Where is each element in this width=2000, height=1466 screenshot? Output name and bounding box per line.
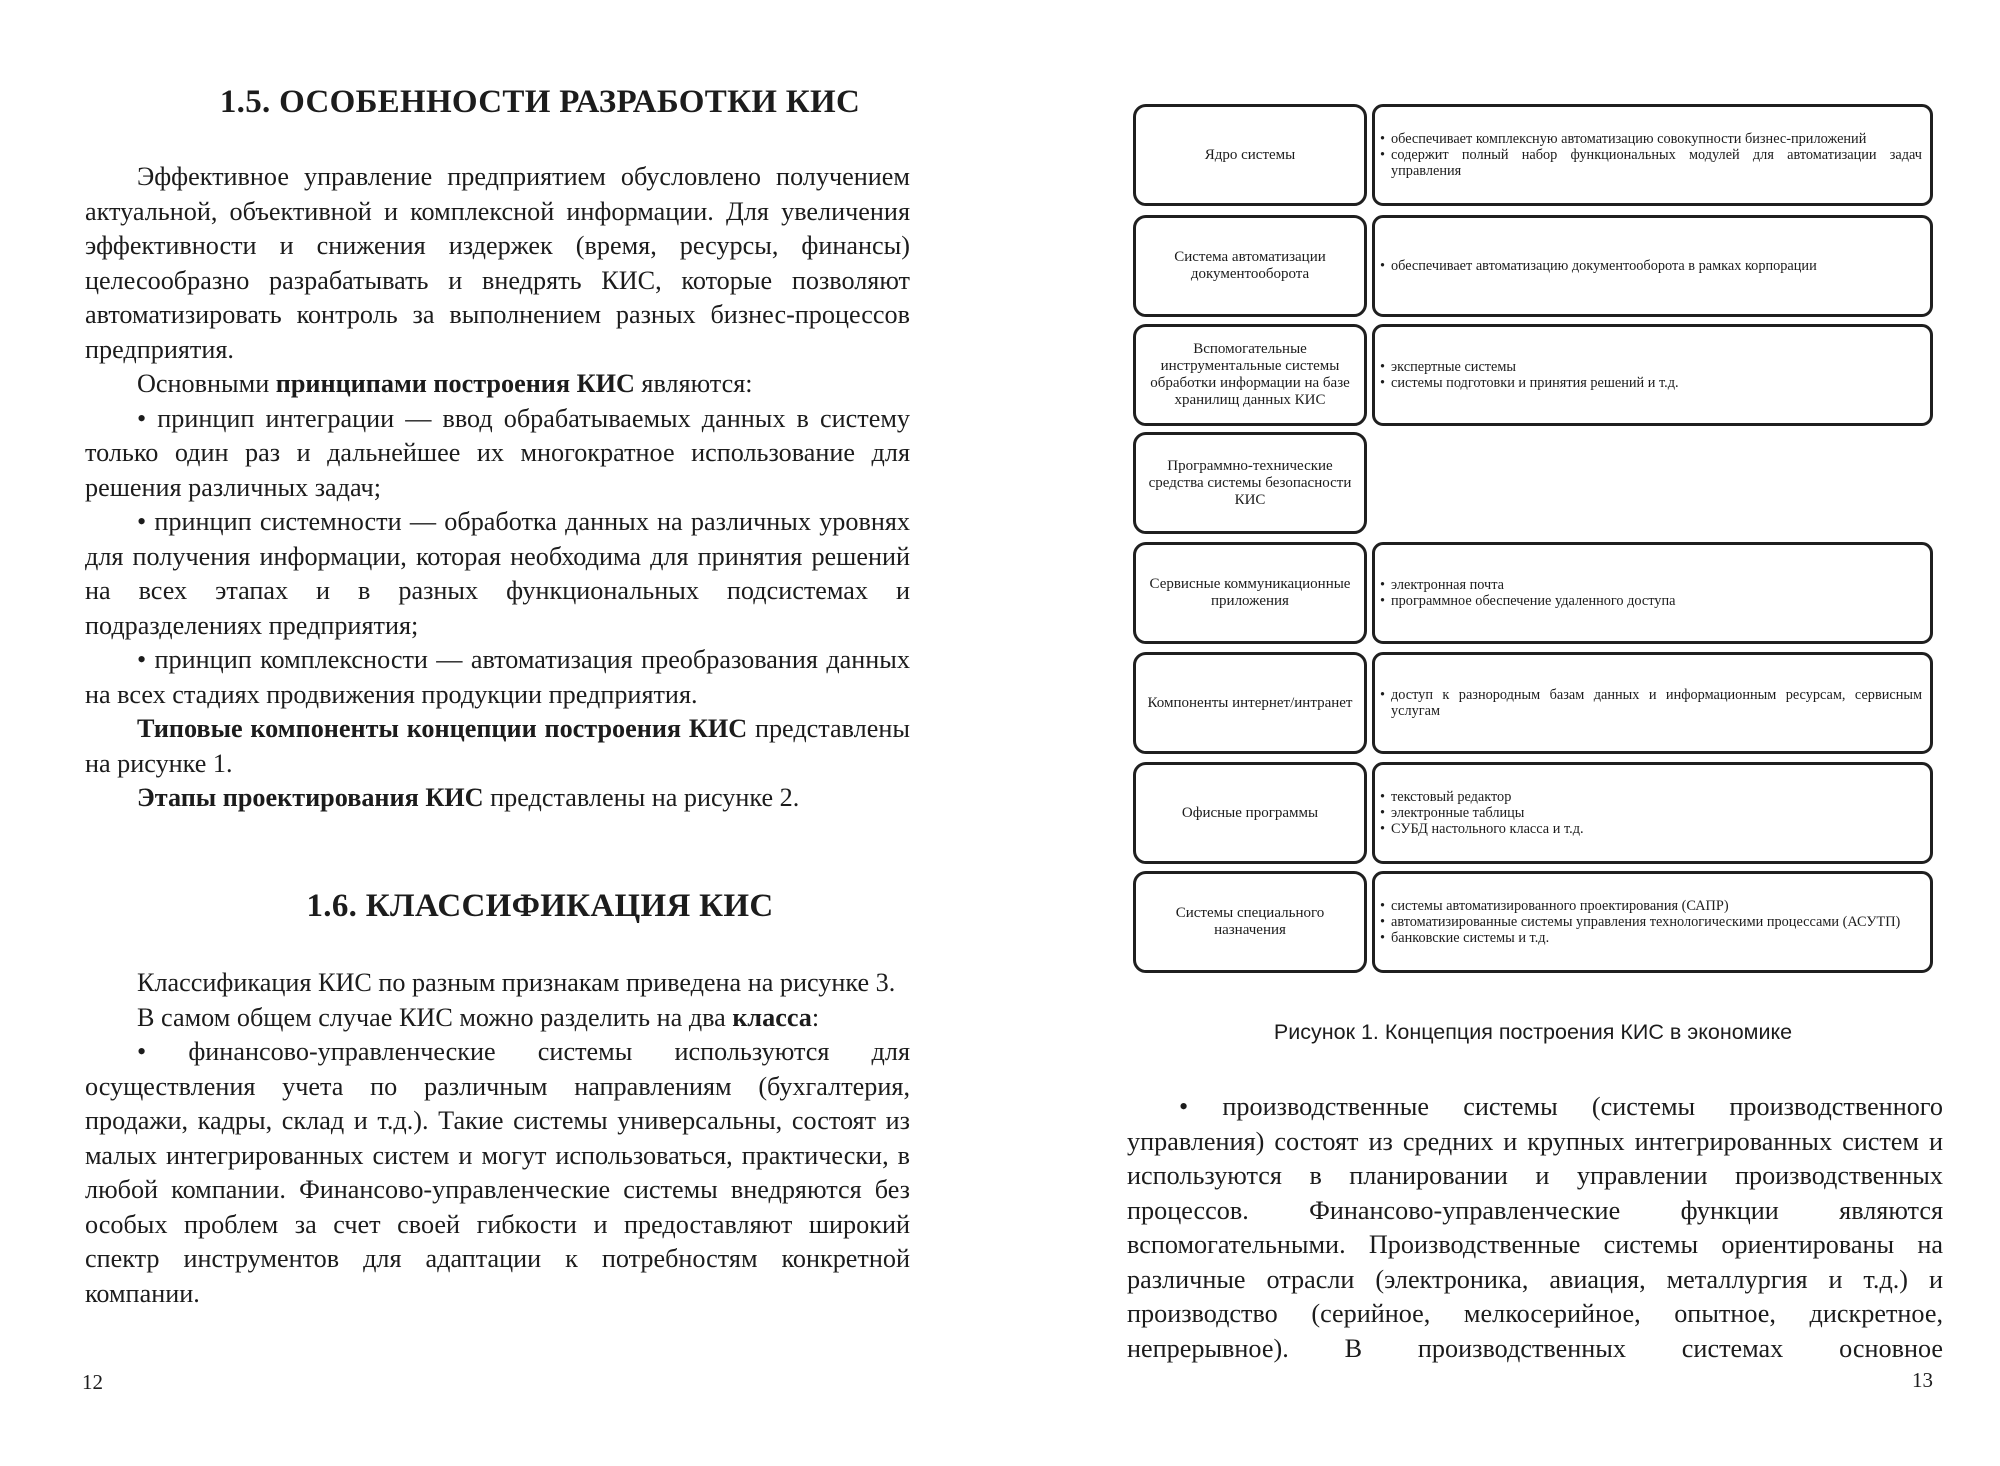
figure-row bbox=[1133, 324, 1933, 426]
figure-row bbox=[1133, 871, 1933, 973]
figure-1-caption: Рисунок 1. Концепция построения КИС в экономике bbox=[1273, 1020, 1793, 1044]
detail-item: • обеспечивает комплексную автоматизацию совокупности бизнес-приложений bbox=[1380, 131, 1922, 147]
page-number-left: 12 bbox=[82, 1370, 103, 1394]
page-number-right: 13 bbox=[1912, 1368, 1933, 1392]
component-box: Система автоматизации документооборота bbox=[1133, 215, 1367, 317]
detail-item: • обеспечивает автоматизацию документооборота в рамках корпорации bbox=[1380, 258, 1922, 274]
stages-reference: Этапы проектирования КИС представлены на рисунке 2. bbox=[137, 783, 800, 812]
detail-item: • банковские системы и т.д. bbox=[1380, 930, 1922, 946]
component-details-box bbox=[1372, 652, 1933, 754]
figure-row bbox=[1133, 542, 1933, 644]
detail-item: • доступ к разнородным базам данных и информационным ресурсам, сервисным услугам bbox=[1380, 687, 1922, 719]
intro-paragraph: Эффективное управление предприятием обусловлено получением актуальной, объективной и комплексной информации. Для увеличения эффективности и снижения издержек (время, ресурсы, финансы) целесообразно разрабатывать и внедрять КИС, которые позволяют автоматизировать контроль за выполнением разных бизнес-процессов предприятия. bbox=[85, 162, 910, 364]
detail-item: • системы автоматизированного проектирования (САПР) bbox=[1380, 898, 1922, 914]
figure-row bbox=[1133, 104, 1933, 206]
components-reference: Типовые компоненты концепции построения КИС представлены на рисунке 1. bbox=[85, 714, 910, 778]
principles-intro: Основными принципами построения КИС являются: bbox=[137, 369, 753, 398]
section-1-6-body bbox=[85, 966, 910, 1311]
component-box: Компоненты интернет/интранет bbox=[1133, 652, 1367, 754]
bullet-system: • принцип системности — обработка данных на различных уровнях для получения информации, которая необходима для принятия решений на всех этапах и в разных функциональных подсистемах и подразделениях предприятия; bbox=[85, 507, 910, 640]
component-box: Сервисные коммуникационные приложения bbox=[1133, 542, 1367, 644]
figure-row bbox=[1133, 762, 1933, 864]
detail-item: • текстовый редактор bbox=[1380, 789, 1922, 805]
detail-item: • программное обеспечение удаленного доступа bbox=[1380, 593, 1922, 609]
component-details-box bbox=[1372, 215, 1933, 317]
bullet-complex: • принцип комплексности — автоматизация преобразования данных на всех стадиях продвижения продукции предприятия. bbox=[85, 645, 910, 709]
detail-item: • электронная почта bbox=[1380, 577, 1922, 593]
figure-row bbox=[1133, 215, 1933, 317]
component-box: Ядро системы bbox=[1133, 104, 1367, 206]
bullet-finance-systems: • финансово-управленческие системы используются для осуществления учета по различным направлениям (бухгалтерия, продажи, кадры, склад и т.д.). Такие системы универсальны, состоят из малых интегрированных систем и могут использоваться, практически, в любой компании. Финансово-управленческие системы внедряются без особых проблем за счет своей гибкости и предоставляют широкий спектр инструментов для адаптации к потребностям конкретной компании. bbox=[85, 1037, 910, 1308]
detail-item: • автоматизированные системы управления технологическими процессами (АСУТП) bbox=[1380, 914, 1922, 930]
detail-item: • системы подготовки и принятия решений и т.д. bbox=[1380, 375, 1922, 391]
detail-item: • СУБД настольного класса и т.д. bbox=[1380, 821, 1922, 837]
component-box: Программно-технические средства системы безопасности КИС bbox=[1133, 432, 1367, 534]
detail-item: • экспертные системы bbox=[1380, 359, 1922, 375]
component-box: Вспомогательные инструментальные системы обработки информации на базе хранилищ данных КИС bbox=[1133, 324, 1367, 426]
component-details-box bbox=[1372, 762, 1933, 864]
component-details-box bbox=[1372, 104, 1933, 206]
component-box: Офисные программы bbox=[1133, 762, 1367, 864]
section-1-5-body bbox=[85, 160, 910, 816]
right-page-body bbox=[1127, 1090, 1943, 1366]
figure-row bbox=[1133, 432, 1933, 534]
classification-paragraph: Классификация КИС по разным признакам приведена на рисунке 3. bbox=[137, 968, 896, 997]
bullet-integration: • принцип интеграции — ввод обрабатываемых данных в систему только один раз и дальнейшее их многократное использование для решения различных задач; bbox=[85, 403, 910, 502]
bullet-production-systems: • производственные системы (системы производственного управления) состоят из средних и крупных интегрированных систем и используются в планировании и управлении производственных процессов. Финансово-управленческие функции являются вспомогательными. Производственные системы ориентированы на различные отрасли (электроника, авиация, металлургия и т.д.) и производство (серийное, мелкосерийное, опытное, дискретное, непрерывное). В производственных системах основное bbox=[1127, 1092, 1943, 1363]
classes-intro: В самом общем случае КИС можно разделить на два класса: bbox=[137, 1002, 820, 1032]
component-box: Системы специального назначения bbox=[1133, 871, 1367, 973]
section-1-6-heading: 1.6. КЛАССИФИКАЦИЯ КИС bbox=[306, 888, 774, 924]
section-1-5-heading: 1.5. ОСОБЕННОСТИ РАЗРАБОТКИ КИС bbox=[219, 84, 861, 120]
component-details-box bbox=[1372, 871, 1933, 973]
detail-item: • электронные таблицы bbox=[1380, 805, 1922, 821]
component-details-box bbox=[1372, 542, 1933, 644]
component-details-box bbox=[1372, 324, 1933, 426]
detail-item: • содержит полный набор функциональных модулей для автоматизации задач управления bbox=[1380, 147, 1922, 179]
figure-row bbox=[1133, 652, 1933, 754]
